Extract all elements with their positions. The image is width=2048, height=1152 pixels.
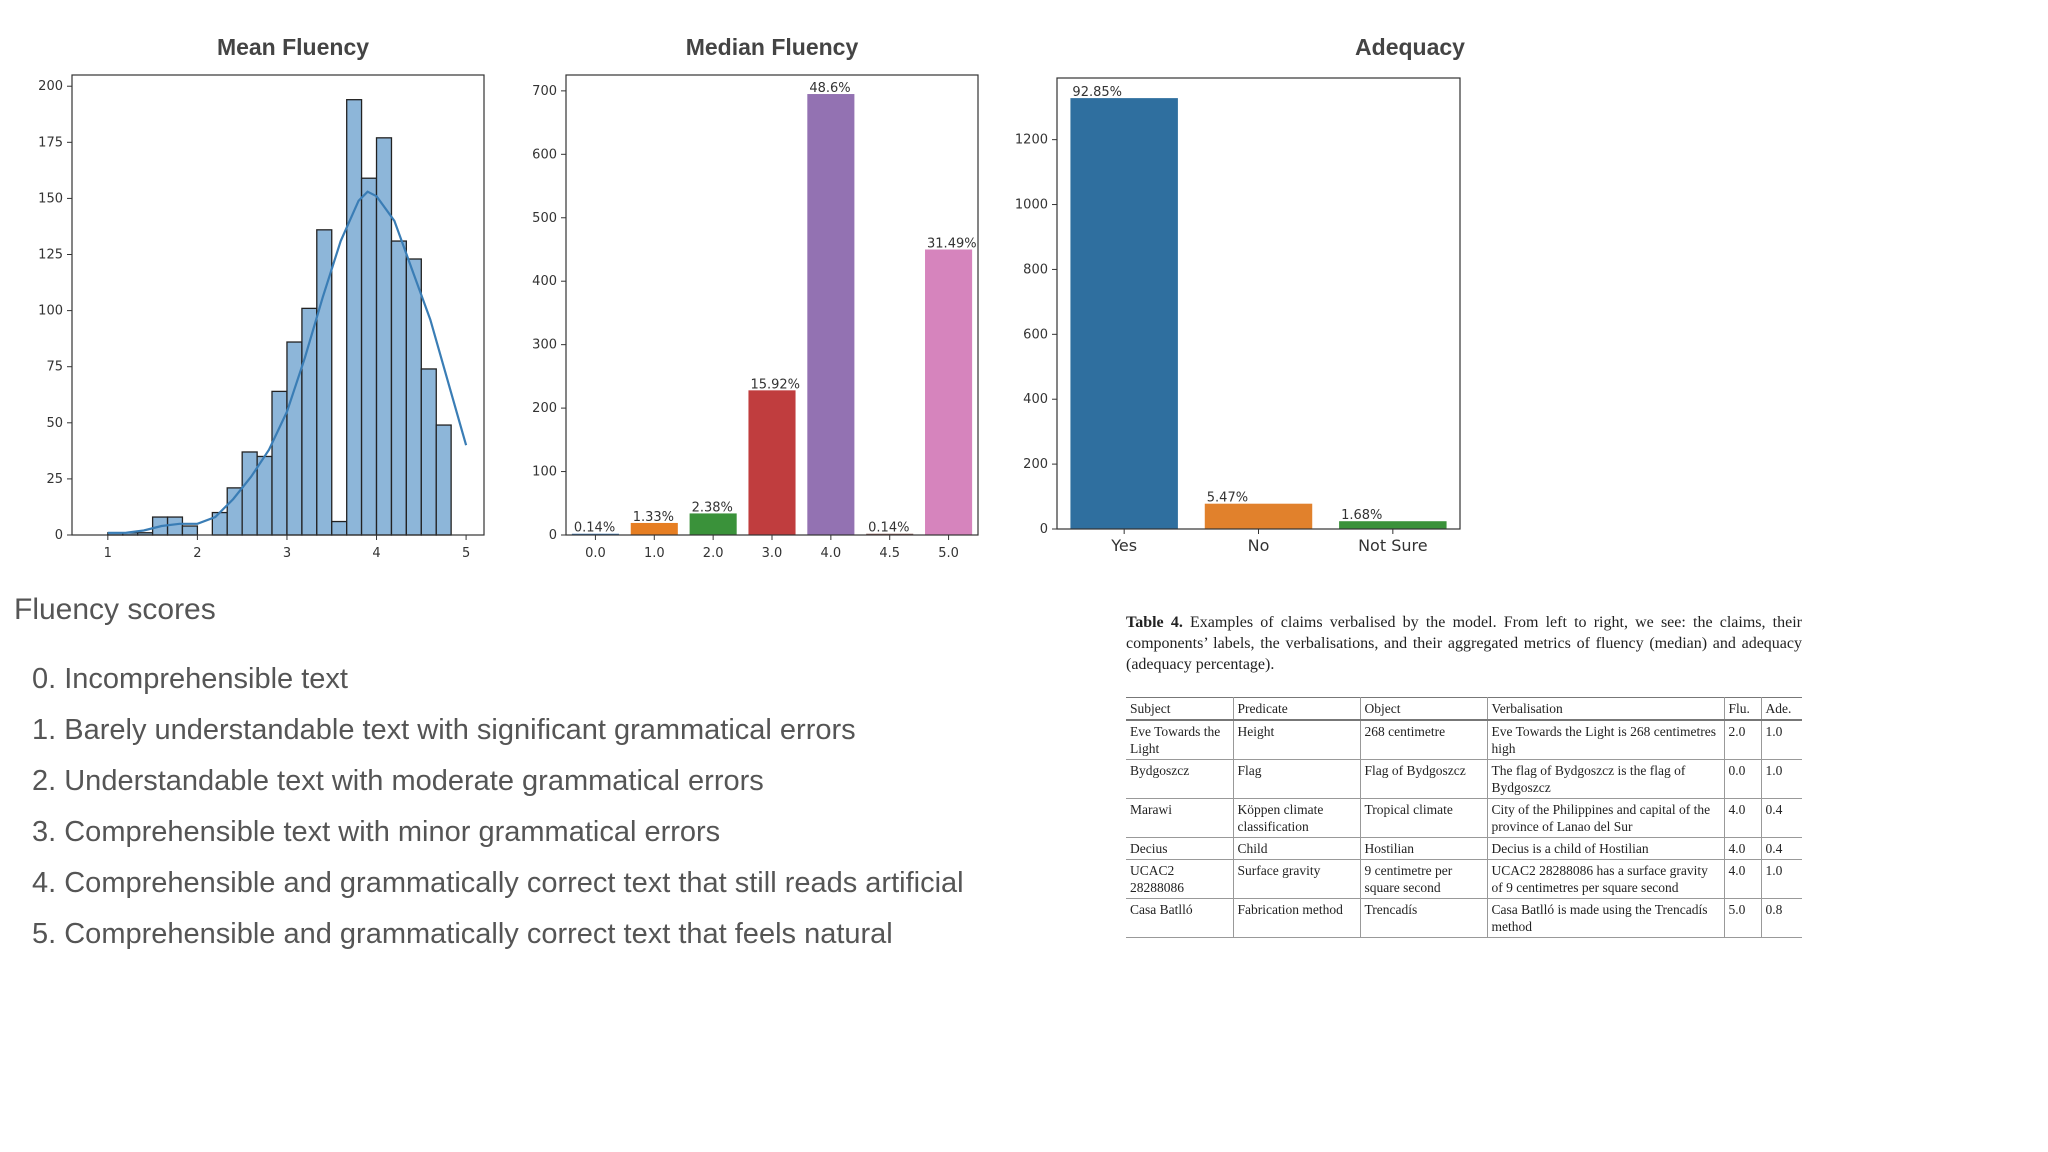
cell-adequacy: 1.0 (1761, 760, 1802, 799)
cell-adequacy: 0.4 (1761, 799, 1802, 838)
cell-object: Tropical climate (1360, 799, 1487, 838)
cell-fluency: 4.0 (1724, 860, 1761, 899)
y-tick-label: 150 (38, 191, 63, 207)
cell-fluency: 4.0 (1724, 838, 1761, 860)
cell-object: Trencadís (1360, 899, 1487, 938)
claims-table (1126, 697, 1802, 938)
x-tick-label: Not Sure (1358, 536, 1428, 555)
y-tick-label: 100 (38, 303, 63, 319)
x-tick-label: 1.0 (643, 546, 665, 561)
y-tick-label: 0 (54, 528, 63, 543)
y-tick-label: 50 (46, 415, 63, 431)
cell-predicate: Fabrication method (1233, 899, 1360, 938)
bar (1070, 98, 1177, 529)
histogram-bar (421, 369, 436, 535)
y-tick-label: 1200 (1014, 132, 1048, 148)
y-tick-label: 300 (532, 337, 557, 353)
histogram-bar (227, 488, 242, 535)
bar-value-label: 48.6% (809, 81, 851, 97)
cell-predicate: Köppen climate classification (1233, 799, 1360, 838)
bar-value-label: 0.14% (868, 520, 910, 536)
cell-verbalisation: Casa Batlló is made using the Trencadís method (1487, 899, 1724, 938)
y-tick-label: 700 (532, 83, 557, 99)
fluency-score-4: 4. Comprehensible and grammatically correct text that still reads artificial (32, 867, 964, 899)
bar (1205, 504, 1312, 529)
header-object: Object (1360, 698, 1487, 721)
table-caption-label: Table 4. (1126, 614, 1183, 631)
histogram-bar (406, 259, 421, 535)
x-tick-label: 5.0 (938, 546, 959, 561)
fluency-score-list (32, 660, 964, 966)
y-tick-label: 200 (38, 79, 63, 95)
histogram-bar (257, 456, 272, 535)
table-row (1126, 860, 1802, 899)
x-tick-label: 4.5 (879, 546, 901, 561)
y-tick-label: 175 (38, 135, 63, 151)
cell-object: 268 centimetre (1360, 720, 1487, 760)
bar (925, 249, 972, 535)
fluency-scores-heading: Fluency scores (14, 593, 216, 626)
y-tick-label: 600 (532, 147, 557, 163)
histogram-bar (377, 138, 392, 535)
histogram-bar (391, 241, 406, 535)
bar-value-label: 1.33% (632, 509, 675, 525)
table-row (1126, 899, 1802, 938)
adequacy-title: Adequacy (1355, 34, 1465, 60)
histogram-bar (436, 425, 451, 535)
x-tick-label: 2 (193, 546, 202, 561)
bar (690, 513, 737, 535)
y-tick-label: 1000 (1014, 197, 1048, 213)
x-tick-label: 3.0 (761, 546, 783, 561)
histogram-bar (242, 452, 257, 535)
header-verbalisation: Verbalisation (1487, 698, 1724, 721)
fluency-score-3: 3. Comprehensible text with minor grammatical errors (32, 816, 721, 848)
cell-object: 9 centimetre per square second (1360, 860, 1487, 899)
x-tick-label: 2.0 (702, 546, 724, 561)
histogram-bar (182, 526, 197, 535)
x-tick-label: 5 (461, 546, 471, 561)
table-caption (1126, 612, 1802, 675)
cell-subject: UCAC2 28288086 (1130, 863, 1184, 895)
table-row (1126, 838, 1802, 860)
adequacy-chart (1000, 0, 1480, 580)
fluency-score-5: 5. Comprehensible and grammatically correct text that feels natural (32, 918, 893, 950)
y-tick-label: 125 (38, 247, 63, 263)
cell-subject: Marawi (1130, 802, 1172, 817)
cell-verbalisation: UCAC2 28288086 has a surface gravity of 9 centimetres per square second (1487, 860, 1724, 899)
header-predicate: Predicate (1233, 698, 1360, 721)
y-tick-label: 75 (46, 359, 63, 375)
cell-adequacy: 1.0 (1761, 720, 1802, 760)
cell-fluency: 5.0 (1724, 899, 1761, 938)
x-tick-label: 1 (103, 546, 112, 561)
table-row (1126, 720, 1802, 760)
x-tick-label: 3 (282, 546, 292, 561)
bar-value-label: 31.49% (927, 236, 977, 252)
table-header-row (1126, 698, 1802, 721)
histogram-bar (332, 522, 347, 535)
cell-fluency: 0.0 (1724, 760, 1761, 799)
median-fluency-chart (520, 0, 1010, 580)
cell-verbalisation: Eve Towards the Light is 268 centimetres high (1487, 720, 1724, 760)
y-tick-label: 400 (1023, 392, 1048, 408)
histogram-bar (212, 513, 227, 535)
x-tick-label: 4.0 (820, 546, 842, 561)
cell-predicate: Child (1233, 838, 1360, 860)
fluency-score-1: 1. Barely understandable text with significant grammatical errors (32, 714, 856, 746)
bar (807, 94, 854, 535)
cell-verbalisation: City of the Philippines and capital of the province of Lanao del Sur (1487, 799, 1724, 838)
cell-subject: Decius (1130, 841, 1168, 856)
y-tick-label: 600 (1023, 327, 1048, 343)
bar-value-label: 15.92% (750, 377, 801, 393)
cell-adequacy: 1.0 (1761, 860, 1802, 899)
cell-fluency: 4.0 (1724, 799, 1761, 838)
bar-value-label: 0.14% (573, 520, 616, 536)
header-subject: Subject (1130, 701, 1171, 716)
histogram-bar (347, 100, 362, 535)
y-tick-label: 200 (1023, 457, 1048, 473)
cell-verbalisation: The flag of Bydgoszcz is the flag of Bydgoszcz (1487, 760, 1724, 799)
cell-fluency: 2.0 (1724, 720, 1761, 760)
histogram-bar (272, 391, 287, 535)
cell-predicate: Surface gravity (1233, 860, 1360, 899)
y-tick-label: 500 (532, 210, 557, 226)
cell-predicate: Height (1233, 720, 1360, 760)
median-fluency-title: Median Fluency (685, 34, 859, 60)
y-tick-label: 800 (1023, 262, 1048, 278)
cell-adequacy: 0.4 (1761, 838, 1802, 860)
cell-object: Hostilian (1360, 838, 1487, 860)
bar-value-label: 92.85% (1072, 85, 1123, 101)
bar-value-label: 1.68% (1341, 508, 1383, 524)
bar-value-label: 2.38% (691, 500, 733, 516)
x-tick-label: 0.0 (585, 546, 606, 561)
cell-adequacy: 0.8 (1761, 899, 1802, 938)
y-tick-label: 0 (1039, 522, 1048, 537)
cell-object: Flag of Bydgoszcz (1360, 760, 1487, 799)
cell-verbalisation: Decius is a child of Hostilian (1487, 838, 1724, 860)
cell-subject: Casa Batlló (1130, 902, 1193, 917)
fluency-score-2: 2. Understandable text with moderate grammatical errors (32, 765, 764, 797)
table-caption-text: Examples of claims verbalised by the model. From left to right, we see: the claims, their components’ labels, the verbalisations, and their aggregated metrics of fluency (median) and adequacy (adequacy percentage). (1126, 614, 1803, 673)
header-adequacy: Ade. (1761, 698, 1802, 721)
bar-value-label: 5.47% (1206, 490, 1249, 506)
table-row (1126, 799, 1802, 838)
cell-subject: Eve Towards the Light (1130, 724, 1221, 756)
x-tick-label: Yes (1111, 536, 1138, 555)
y-tick-label: 400 (532, 274, 557, 290)
table-row (1126, 760, 1802, 799)
x-tick-label: 4 (372, 546, 381, 561)
y-tick-label: 25 (46, 471, 63, 487)
y-tick-label: 0 (548, 528, 557, 543)
cell-predicate: Flag (1233, 760, 1360, 799)
y-tick-label: 200 (532, 401, 557, 417)
header-fluency: Flu. (1724, 698, 1761, 721)
y-tick-label: 100 (532, 464, 557, 480)
x-tick-label: No (1247, 536, 1270, 555)
cell-subject: Bydgoszcz (1130, 763, 1190, 778)
bar (748, 390, 795, 535)
mean-fluency-title: Mean Fluency (216, 34, 370, 60)
mean-fluency-chart (0, 0, 520, 580)
histogram-bar (362, 178, 377, 535)
fluency-score-0: 0. Incomprehensible text (32, 663, 348, 695)
